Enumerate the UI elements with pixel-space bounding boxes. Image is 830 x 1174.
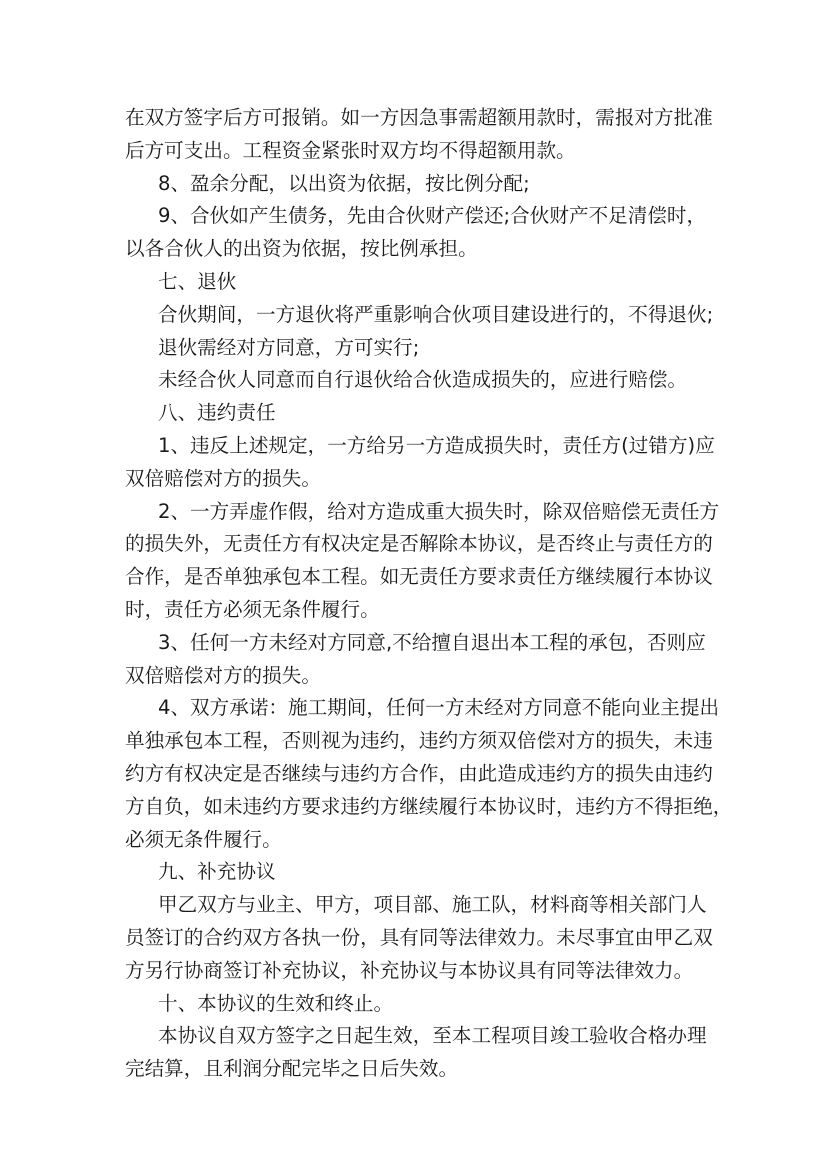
- document-body: [125, 102, 733, 1086]
- text-line: 单独承包本工程，否则视为违约，违约方须双倍偿对方的损失，未违: [125, 729, 713, 753]
- text-line: 双倍赔偿对方的损失。: [125, 466, 321, 490]
- text-line: 十、本协议的生效和终止。: [158, 991, 394, 1015]
- text-line: 后方可支出。工程资金紧张时双方均不得超额用款。: [125, 138, 576, 162]
- text-line: 甲乙双方与业主、甲方，项目部、施工队，材料商等相关部门人: [158, 893, 707, 917]
- text-line: 方自负，如未违约方要求违约方继续履行本协议时，违约方不得拒绝，: [125, 794, 733, 818]
- text-line: 8、盈余分配，以出资为依据，按比例分配;: [158, 171, 530, 195]
- text-line: 双倍赔偿对方的损失。: [125, 663, 321, 687]
- text-line: 4、双方承诺：施工期间，任何一方未经对方同意不能向业主提出: [158, 696, 720, 720]
- text-line: 七、退伙: [158, 269, 237, 293]
- text-line: 完结算，且利润分配完毕之日后失效。: [125, 1057, 459, 1081]
- text-line: 九、补充协议: [158, 860, 276, 884]
- text-line: 1、违反上述规定，一方给另一方造成损失时，责任方(过错方)应: [158, 433, 715, 457]
- text-line: 必须无条件履行。: [125, 827, 282, 851]
- text-line: 未经合伙人同意而自行退伙给合伙造成损失的，应进行赔偿。: [158, 368, 688, 392]
- text-line: 员签订的合约双方各执一份，具有同等法律效力。未尽事宜由甲乙双: [125, 925, 713, 949]
- text-line: 2、一方弄虚作假，给对方造成重大损失时，除双倍赔偿无责任方: [158, 499, 720, 523]
- text-line: 约方有权决定是否继续与违约方合作，由此造成违约方的损失由违约: [125, 761, 713, 785]
- text-line: 3、任何一方未经对方同意,不给擅自退出本工程的承包，否则应: [158, 630, 706, 654]
- text-line: 的损失外，无责任方有权决定是否解除本协议，是否终止与责任方的: [125, 532, 713, 556]
- text-line: 八、违约责任: [158, 401, 276, 425]
- text-line: 时，责任方必须无条件履行。: [125, 597, 380, 621]
- text-line: 合伙期间，一方退伙将严重影响合伙项目建设进行的，不得退伙;: [158, 302, 714, 326]
- text-line: 在双方签字后方可报销。如一方因急事需超额用款时，需报对方批准: [125, 106, 713, 129]
- text-line: 本协议自双方签字之日起生效，至本工程项目竣工验收合格办理: [158, 1024, 707, 1048]
- text-line: 9、合伙如产生债务，先由合伙财产偿还;合伙财产不足清偿时，: [158, 204, 707, 228]
- text-line: 合作，是否单独承包本工程。如无责任方要求责任方继续履行本协议: [125, 565, 713, 589]
- text-line: 以各合伙人的出资为依据，按比例承担。: [125, 237, 478, 261]
- text-line: 方另行协商签订补充协议，补充协议与本协议具有同等法律效力。: [125, 958, 694, 982]
- text-line: 退伙需经对方同意，方可实行;: [158, 335, 420, 359]
